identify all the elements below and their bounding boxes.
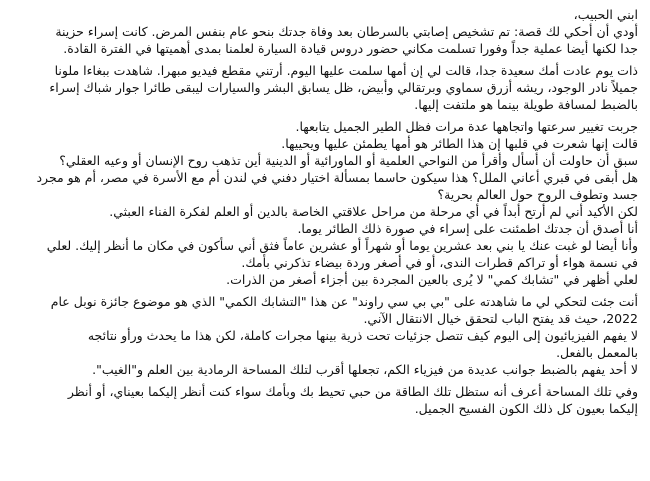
paragraph-3: [10, 118, 638, 288]
paragraph-4: [10, 293, 638, 378]
greeting: ابني الحبيب،: [573, 7, 638, 22]
text-line: وفي تلك المساحة أعرف أنه ستظل تلك الطاقة من حبي تحيط بك وبأمك سواء كنت أنظر إليكما بعيناي، أو أنظر: [67, 384, 638, 399]
text-line: لا يفهم الفيزيائيون إلى اليوم كيف تتصل جزئيات تحت ذرية بينها مجرات كاملة، لكن هذا ما يحدث ورأو نتائجه: [87, 328, 638, 343]
text-line: بالمعمل بالفعل.: [556, 345, 638, 360]
text-line: جميلاً نادر الوجود، ريشه أزرق سماوي وبرتقالي وأبيض، ظل يسابق البشر والسيارات ليبقى طائرا جوار شباك إسراء: [49, 80, 638, 95]
paragraph-2: [10, 62, 638, 113]
text-line: سبق أن حاولت أن أسأل وأقرأ من النواحي العلمية أو الماورائية أو الدينية أين تذهب روح الإنسان أو وعيه العقلي؟: [59, 153, 638, 168]
text-line: في نسمة هواء أو تراكم قطرات الندى، أو في أصغر وردة بيضاء تذكرني بأمك.: [241, 255, 638, 270]
text-line: أنت جئت لتحكي لي ما شاهدته على "بي بي سي راوند" عن هذا "التشابك الكمي" الذي هو موضوع جائزة نوبل عام: [50, 294, 638, 309]
text-line: إليكما بعيون كل ذلك الكون الفسيح الجميل.: [414, 401, 638, 416]
text-line: قالت إنها شعرت في قلبها إن هذا الطائر هو أمها يطمئن عليها ويحييها.: [281, 136, 638, 151]
text-line: لكن الأكيد أني لم أرتح أبداً في أي مرحلة من مراحل علاقتي الخاصة بالدين أو العلم لفكرة الفناء العبثي.: [109, 204, 638, 219]
paragraph-5: [10, 383, 638, 417]
text-line: أودي أن أحكي لك قصة: تم تشخيص إصابتي بالسرطان بعد وفاة جدتك بنحو عام بنفس المرض. كانت إسراء حزينة: [55, 24, 638, 39]
text-line: جربت تغيير سرعتها واتجاهها عدة مرات فظل الطير الجميل يتابعها.: [295, 119, 638, 134]
text-line: جسد وتطوف الروح حول العالم بحرية؟: [437, 187, 638, 202]
text-line: وأنا أيضا لو غبت عنك يا بني بعد عشرين يوما أو شهراً أو عشرين عاماً فثق أني سأكون في مكان ما أنظر إليك. لعلي: [46, 238, 638, 253]
text-line: جدا لكنها أيضا عملية جداً وفورا تسلمت مكاني حضور دروس قيادة السيارة لعلمنا بمدى أهميتها في الفترة القادة.: [63, 41, 638, 56]
text-line: لعلي أظهر في "تشابك كمي" لا يُرى بالعين المجردة بين أجزاء أصغر من الذرات.: [226, 272, 638, 287]
text-line: 2022، حيث قد يفتح الباب لتحقق خيال الانتقال الآني.: [363, 311, 638, 326]
text-line: لا أحد يفهم بالضبط جوانب عديدة من فيزياء الكم، تجعلها أقرب لتلك المساحة الرمادية بين العلم و"الغيب".: [92, 362, 638, 377]
text-line: هل أبقى في قبري أعاني الملل؟ هذا سيكون حاسما بمسألة اختيار دفني في لندن أم مع الأسرة في مصر، أم هو مجرد: [36, 170, 638, 185]
text-line: بالضبط لمسافة طويلة بينما هو ملتفت إليها.: [414, 97, 638, 112]
text-line: ذات يوم عادت أمك سعيدة جدا، قالت لي إن أمها سلمت عليها اليوم. أرتني مقطع فيديو مبهرا. شاهدت ببغاءا ملونا: [54, 63, 638, 78]
text-line: أنا أصدق أن جدتك اطمئنت على إسراء في صورة ذلك الطائر يوما.: [297, 221, 638, 236]
paragraph-1: [10, 23, 638, 57]
